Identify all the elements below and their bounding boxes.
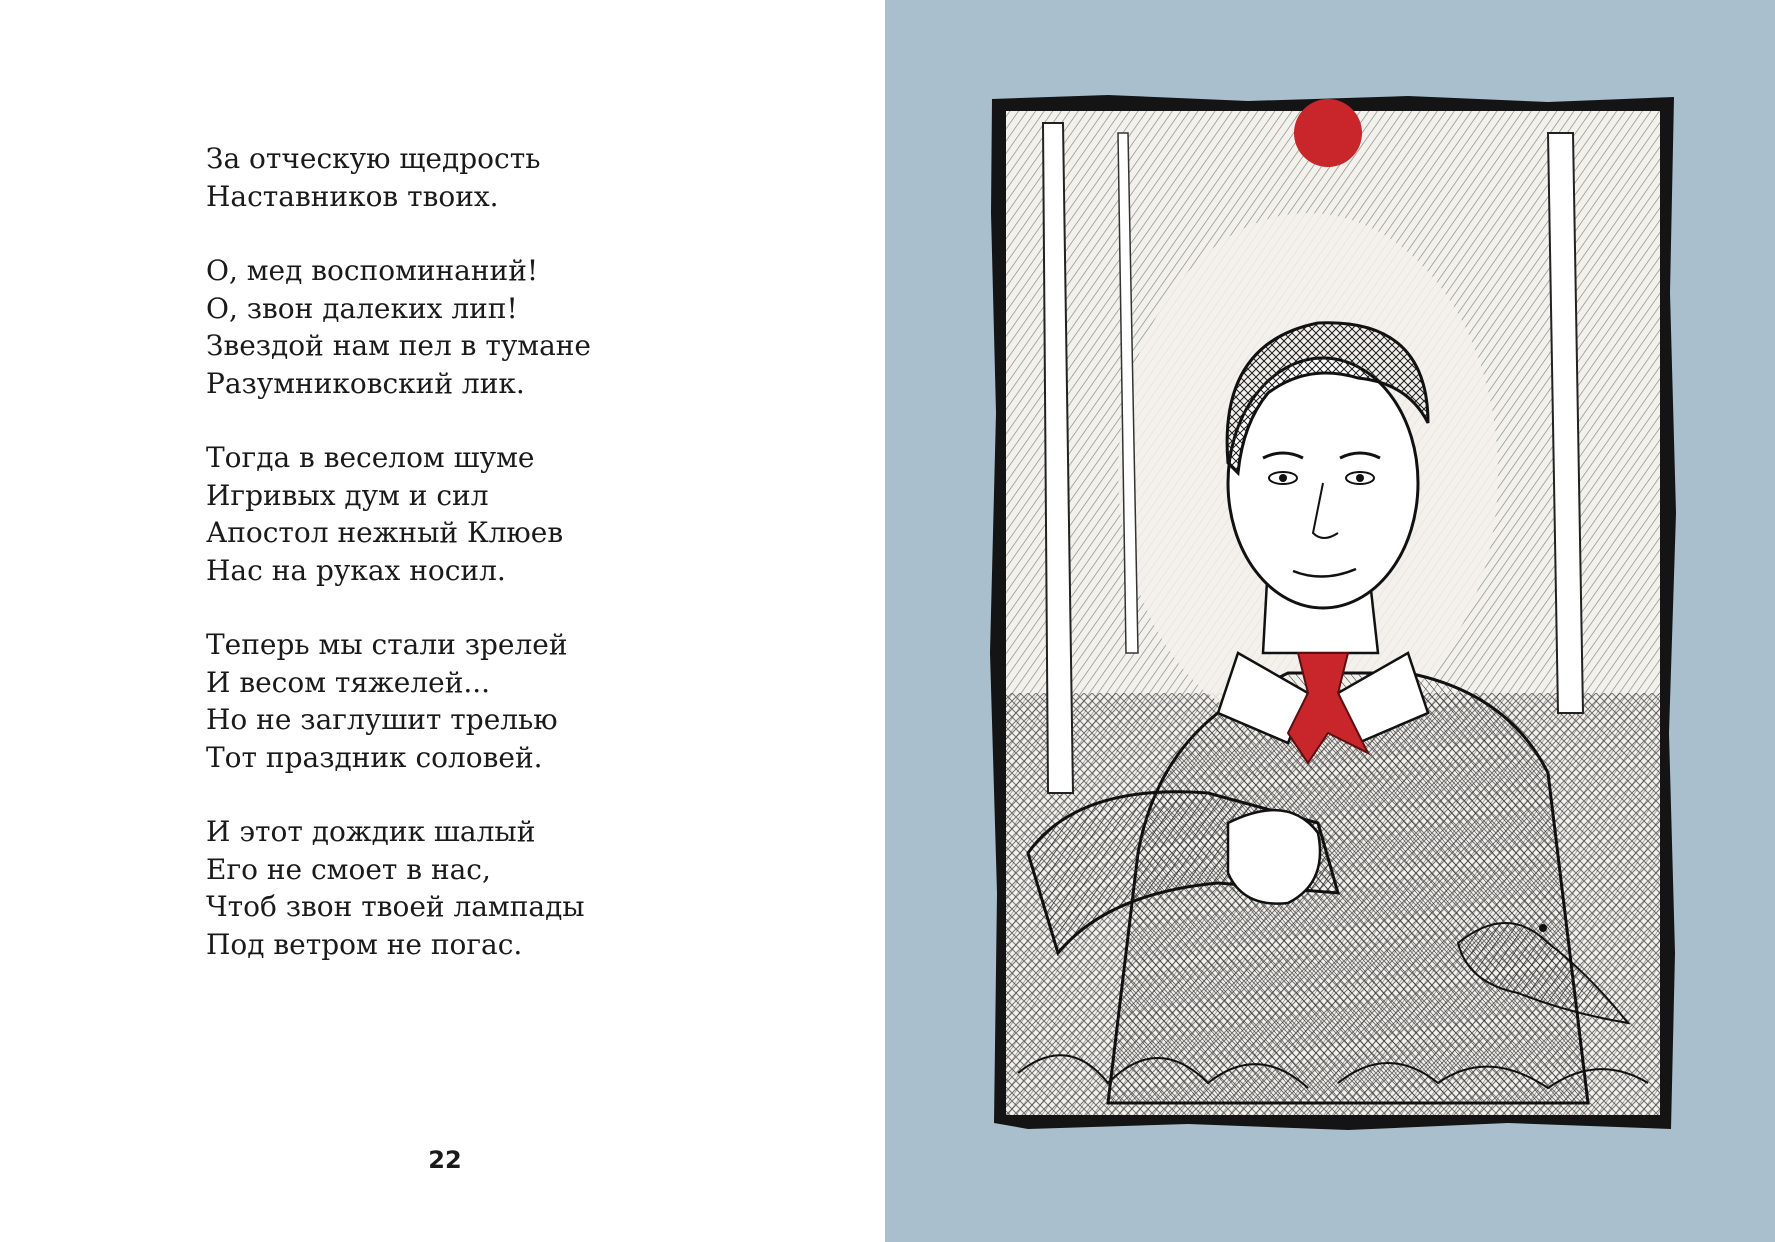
poem-text: [206, 140, 846, 1000]
poem-line: Тот праздник соловей.: [206, 740, 543, 774]
poem-line: Игривых дум и сил: [206, 478, 489, 512]
poem-line: Теперь мы стали зрелей: [206, 628, 568, 661]
stanza: [206, 626, 846, 776]
poem-line: Под ветром не погас.: [206, 927, 523, 961]
stanza: [206, 439, 846, 589]
poem-line: Звездой нам пел в тумане: [206, 329, 591, 362]
poem-line: Чтоб звон твоей лампады: [206, 890, 585, 923]
stanza: [206, 252, 846, 402]
poem-line: Наставников твоих.: [206, 179, 499, 213]
poem-line: Тогда в веселом шуме: [206, 441, 535, 474]
left-page: [0, 0, 885, 1242]
poem-line: Разумниковский лик.: [206, 366, 525, 400]
poem-line: И этот дождик шалый: [206, 815, 536, 848]
poem-line: За отческую щедрость: [206, 142, 541, 175]
red-sun: [1294, 99, 1362, 167]
poem-line: Нас на руках носил.: [206, 553, 506, 587]
poem-line: О, звон далеких лип!: [206, 291, 518, 325]
poem-line: Его не смоет в нас,: [206, 852, 491, 886]
poem-line: Но не заглушит трелью: [206, 703, 558, 736]
poem-line: Апостол нежный Клюев: [206, 516, 564, 549]
poem-line: О, мед воспоминаний!: [206, 254, 539, 287]
stanza: [206, 140, 846, 215]
portrait-illustration: [988, 93, 1678, 1133]
page-number: 22: [428, 1146, 462, 1174]
stanza: [206, 813, 846, 963]
poem-line: И весом тяжелей...: [206, 665, 491, 699]
